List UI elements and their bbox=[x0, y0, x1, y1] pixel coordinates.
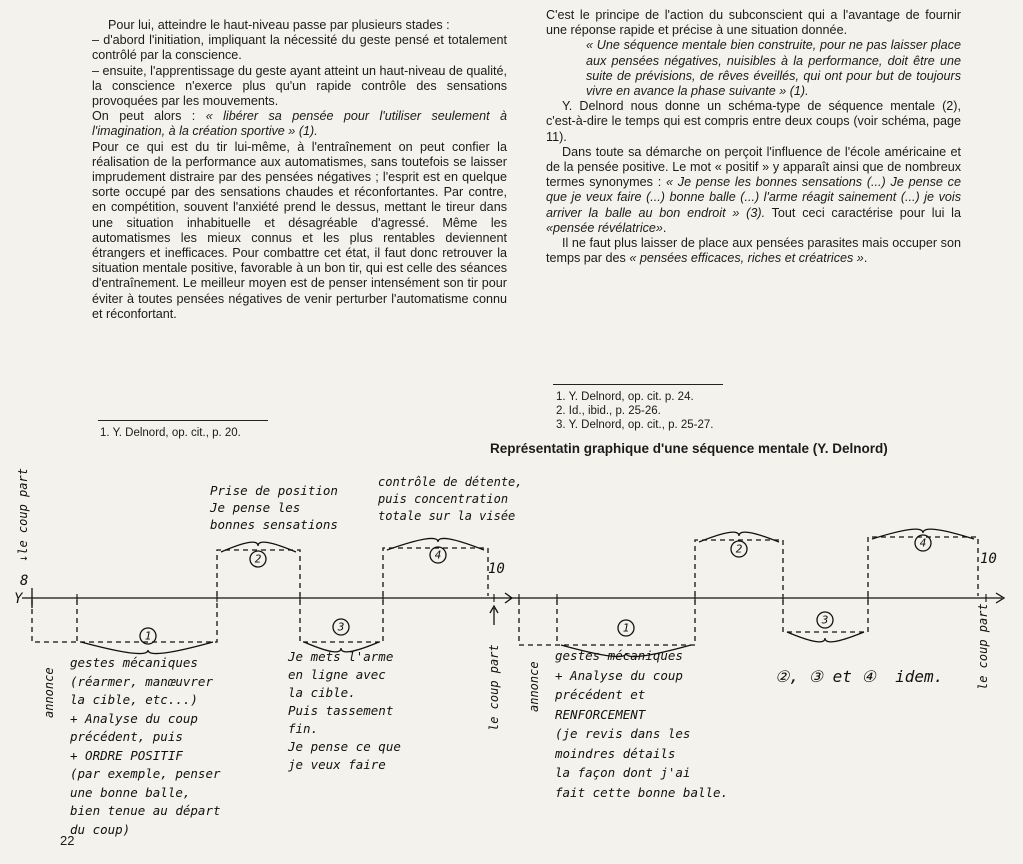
circle-label: 2 bbox=[254, 552, 262, 566]
circle-label: 3 bbox=[337, 620, 345, 634]
label-8: 8 bbox=[20, 573, 29, 589]
brace bbox=[787, 632, 864, 642]
vertical-label: ↓le coup part bbox=[16, 468, 30, 562]
footnote: 2. Id., ibid., p. 25-26. bbox=[556, 404, 661, 417]
circle-label: 3 bbox=[821, 613, 829, 627]
vertical-label: annonce bbox=[527, 661, 541, 712]
phase-1-box bbox=[32, 600, 217, 642]
note-idem: ②, ③ et ④ idem. bbox=[775, 667, 944, 686]
quote: « pensées efficaces, riches et créatrices » bbox=[629, 251, 864, 266]
y-axis-label: Y bbox=[14, 591, 23, 607]
note-phase-1: gestes mécaniques (réarmer, manœuvrer la cible, etc...) + Analyse du coup précédent, puis + ORDRE POSITIF (par exemple, penser une bonne balle, bien tenue au départ du coup) bbox=[70, 655, 221, 837]
text-run: . bbox=[863, 251, 868, 266]
quote: « Je pense les bonnes sensations (...) Je pense ce que je veux faire (...) bonne balle (...) l'arme réagit sainement (...) je vois arriver la balle au bon endroit » (3). bbox=[546, 175, 961, 220]
note-phase-3: Je mets l'arme en ligne avec la cible. Puis tassement fin. Je pense ce que je veux faire bbox=[288, 649, 401, 772]
paragraph: Pour ce qui est du tir lui-même, à l'entraînement on peut confier la réalisation de la performance aux automatismes, sans toutefois se laisser imprudement distraire par des pensées négatives ; l'esprit est en quelque sorte occupé par des sensations chaudes et réconfortantes. Par contre, en compétition, souvent l'anxiété prend le dessus, mettant le tireur dans une situation inhabituelle et désagréable d'agressé. Même les automatismes les mieux connus et les plus rentables deviennent étrangers et inefficaces. Pour combattre cet état, il faut donc retrouver la situation mentale positive, favorable à un bon tir, qui est celle des séances d'entraînement. Le meilleur moyen est de penser intensément son tir pour éviter à toutes pensées négatives de venir perturber l'automatisme connu et réconfortant. bbox=[92, 139, 507, 321]
text-run: Dans toute sa démarche on perçoit l'influence de l'école américaine et de la pensée positive. Le mot « positif » y apparaît ainsi que de nombreux termes synonymes : bbox=[546, 144, 961, 190]
quote-block: « Une séquence mentale bien construite, pour ne pas laisser place aux pensées négatives, nuisibles à la performance, doit être une suite de prévisions, de rêves éveillés, qui ont pour but de toujours vivre en avance la phase suivante » (1). bbox=[586, 38, 961, 99]
vertical-label: annonce bbox=[42, 667, 56, 718]
text-run: Tout ceci caractérise pour lui la bbox=[765, 205, 961, 220]
page-number: 22 bbox=[60, 833, 75, 848]
note-phase-4: contrôle de détente, puis concentration totale sur la visée bbox=[378, 475, 523, 523]
quote: « libérer sa pensée pour l'utiliser seulement à l'imagination, à la création sportive » (1). bbox=[92, 109, 507, 139]
diagram-title: Représentatin graphique d'une séquence mentale (Y. Delnord) bbox=[490, 441, 888, 456]
circle-label: 1 bbox=[622, 621, 630, 635]
paragraph: Y. Delnord nous donne un schéma-type de séquence mentale (2), c'est-à-dire le temps qui est compris entre deux coups (voir schéma, page 11). bbox=[546, 99, 961, 144]
phase-1-box bbox=[519, 600, 695, 645]
footnote: 1. Y. Delnord, op. cit., p. 20. bbox=[100, 427, 241, 439]
paragraph: Pour lui, atteindre le haut-niveau passe par plusieurs stades : bbox=[108, 18, 450, 32]
circle-label: 4 bbox=[919, 536, 927, 550]
paragraph: – ensuite, l'apprentissage du geste ayant atteint un haut-niveau de qualité, la conscience n'exerce plus qu'un rapide contrôle des sensations provoquées par les mouvements. bbox=[92, 63, 507, 109]
label-10: 10 bbox=[488, 561, 505, 577]
text-run: On peut alors : bbox=[92, 109, 206, 124]
quote: «pensée révélatrice» bbox=[546, 220, 663, 235]
label-10: 10 bbox=[980, 551, 997, 567]
footnote: 1. Y. Delnord, op. cit. p. 24. bbox=[556, 391, 694, 403]
paragraph: – d'abord l'initiation, impliquant la nécessité du geste pensé et totalement contrôlé par la conscience. bbox=[92, 33, 507, 63]
note-phase-2: Prise de position Je pense les bonnes sensations bbox=[210, 483, 338, 532]
text-run: Il ne faut plus laisser de place aux pensées parasites mais occuper son temps par des bbox=[546, 236, 961, 266]
paragraph: C'est le principe de l'action du subconscient qui a l'avantage de fournir une réponse rapide et précise à une situation donnée. bbox=[546, 8, 961, 38]
vertical-label: le coup part bbox=[976, 603, 990, 690]
footnote: 3. Y. Delnord, op. cit., p. 25-27. bbox=[556, 418, 714, 431]
vertical-label: le coup part bbox=[487, 644, 501, 731]
circle-label: 2 bbox=[735, 542, 743, 556]
note-phase-1b: gestes mécaniques + Analyse du coup précédent et RENFORCEMENT (je revis dans les moindres détails la façon dont j'ai fait cette bonne balle. bbox=[555, 648, 729, 800]
circle-label: 4 bbox=[434, 548, 442, 562]
text-run: . bbox=[662, 220, 667, 235]
circle-label: 1 bbox=[144, 629, 152, 643]
